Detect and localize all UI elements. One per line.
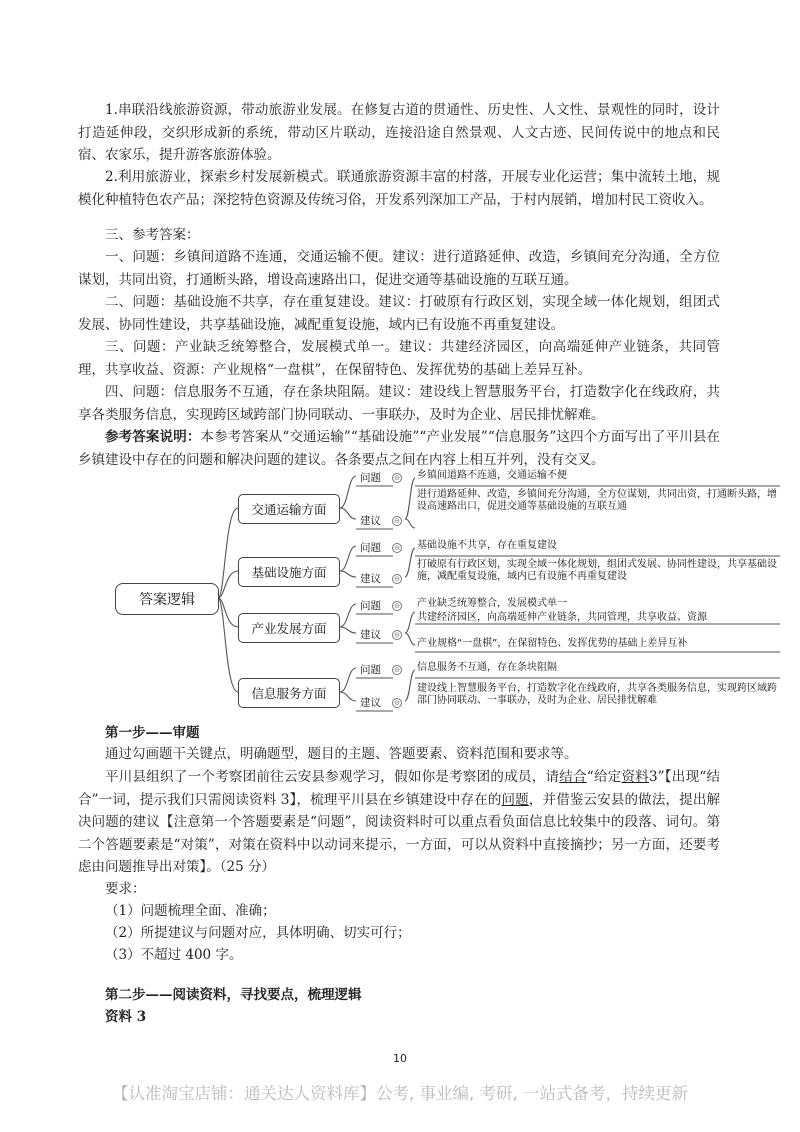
- answer-point-2: 二、问题：基础设施不共享，存在重复建设。建议：打破原有行政区划，实现全域一体化规划，组团式发展、协同性建设，共享基础设施，减配重复设施，域内已有设施不再重复建设。: [78, 294, 720, 333]
- question-underline-material: 资料: [621, 769, 650, 785]
- collapse-icon[interactable]: ⊖: [392, 543, 402, 553]
- leaf-suggest-2: 打破原有行政区划，实现全域一体化规划，组团式发展、协同性建设，共享基础设施，减配重复设施，域内已有设施不再重复建设: [417, 559, 777, 582]
- section-heading-answers: 三、参考答案：: [105, 227, 200, 243]
- requirement-2: （2）所提建议与问题对应，具体明确、切实可行；: [105, 925, 411, 941]
- leaf-problem-3: 产业缺乏统筹整合，发展模式单一: [417, 598, 567, 609]
- requirement-1: （1）问题梳理全面、准确；: [105, 903, 276, 919]
- answer-point-3: 三、问题：产业缺乏统筹整合，发展模式单一。建议：共建经济园区，向高端延伸产业链条，共同管理，共享收益、资源：产业规格“一盘棋”，在保留特色、发挥优势的基础上差异互补。: [78, 339, 720, 378]
- question-text-a: 平川县组织了一个考察团前往云安县参观学习，假如你是考察团的成员，请: [105, 769, 560, 785]
- answer-note-text: 本参考答案从“交通运输”“基础设施”“产业发展”“信息服务”这四个方面写出了平川县在乡镇建设中存在的问题和解决问题的建议。各条要点之间在内容上相互并列，没有交叉。: [78, 429, 721, 468]
- question-underline-problem: 问题: [501, 791, 529, 808]
- page-number: 10: [393, 1052, 407, 1065]
- question-text-c: 3”【出现“结合”一词，提示我们只需阅读资料 3】，梳理平川县在乡镇建设中存在的: [78, 769, 720, 808]
- leaf-suggest-4: 建设线上智慧服务平台，打造数字化在线政府，共享各类服务信息，实现跨区域跨部门协同联动、一事联办，及时为企业、居民排忧解难: [417, 683, 777, 706]
- branch-info-service: 信息服务方面: [238, 678, 340, 708]
- connector-root-transport: [218, 508, 238, 598]
- connector-root-infra: [218, 571, 238, 598]
- material-label: 资料 3: [105, 1009, 147, 1025]
- tag-problem-2: 问题: [360, 542, 381, 554]
- tag-problem-1: 问题: [360, 472, 381, 484]
- step1-question: [78, 766, 720, 879]
- question-text-b: “给定: [586, 769, 622, 785]
- leaf-suggest-1: 进行道路延伸、改造，乡镇间充分沟通，全方位谋划，共同出资，打通断头路，增设高速路出口，促进交通等基础设施的互联互通: [417, 489, 777, 512]
- leaf-suggest-3b: 产业规格“一盘棋”，在保留特色、发挥优势的基础上差异互补: [417, 638, 688, 649]
- leaf-problem-4: 信息服务不互通，存在条块阻隔: [417, 662, 557, 673]
- tag-suggest-4: 建议: [360, 697, 381, 709]
- step1-title: 第一步——审题: [105, 725, 200, 741]
- step2-title: 第二步——阅读资料，寻找要点，梳理逻辑: [105, 987, 362, 1003]
- collapse-icon[interactable]: ⊖: [392, 473, 402, 483]
- tag-suggest-1: 建议: [360, 515, 381, 527]
- tag-problem-3: 问题: [360, 600, 381, 612]
- tag-problem-4: 问题: [360, 664, 381, 676]
- tag-suggest-2: 建议: [360, 573, 381, 585]
- collapse-icon[interactable]: ⊖: [392, 698, 402, 708]
- connector-root-industry: [218, 598, 238, 627]
- collapse-icon[interactable]: ⊖: [392, 665, 402, 675]
- question-underline-combine: 结合: [559, 769, 587, 785]
- leaf-problem-1: 乡镇间道路不连通，交通运输不便: [417, 470, 567, 481]
- connector-root-info: [218, 598, 238, 692]
- branch-industry: 产业发展方面: [238, 613, 340, 643]
- leaf-problem-2: 基础设施不共享，存在重复建设: [417, 540, 557, 551]
- branch-infrastructure: 基础设施方面: [238, 557, 340, 587]
- paragraph-2: 2.利用旅游业，探索乡村发展新模式。联通旅游资源丰富的村落，开展专业化运营；集中流转土地，规模化种植特色农产品；深挖特色资源及传统习俗，开发系列深加工产品，于村内展销，增加村民工资收入。: [78, 169, 720, 208]
- branch-transport: 交通运输方面: [238, 494, 340, 524]
- requirements-title: 要求：: [105, 881, 146, 897]
- collapse-icon[interactable]: ⊖: [392, 516, 402, 526]
- leaf-suggest-3a: 共建经济园区，向高端延伸产业链条，共同管理，共享收益、资源: [417, 612, 707, 623]
- paragraph-1: 1.串联沿线旅游资源，带动旅游业发展。在修复古道的贯通性、历史性、人文性、景观性的同时，设计打造延伸段，交织形成新的系统，带动区片联动，连接沿途自然景观、人文古迹、民间传说中的地点和民宿、农家乐，提升游客旅游体验。: [78, 102, 720, 163]
- mindmap-root: 答案逻辑: [115, 583, 219, 615]
- collapse-icon[interactable]: ⊖: [392, 630, 402, 640]
- requirement-3: （3）不超过 400 字。: [105, 947, 243, 963]
- step1-intro: 通过勾画题干关键点，明确题型，题目的主题、答题要素、资料范围和要求等。: [105, 746, 578, 762]
- collapse-icon[interactable]: ⊖: [392, 601, 402, 611]
- footer-watermark: 【认准淘宝店铺：通关达人资料库】公考, 事业编, 考研, 一站式备考，持续更新: [112, 1084, 688, 1103]
- answer-point-4: 四、问题：信息服务不互通，存在条块阻隔。建议：建设线上智慧服务平台，打造数字化在线政府，共享各类服务信息，实现跨区域跨部门协同联动、一事联办，及时为企业、居民排忧解难。: [78, 384, 720, 423]
- answer-point-1: 一、问题：乡镇间道路不连通，交通运输不便。建议：进行道路延伸、改造，乡镇间充分沟通，全方位谋划，共同出资，打通断头路，增设高速路出口，促进交通等基础设施的互联互通。: [78, 249, 720, 288]
- collapse-icon[interactable]: ⊖: [392, 574, 402, 584]
- tag-suggest-3: 建议: [360, 629, 381, 641]
- answer-note-label: 参考答案说明：: [105, 429, 201, 445]
- question-text-d: ，并借鉴云安县的做法，提出解决问题的建议【注意第一个答题要素是“问题”，阅读资料时可以重点看负面信息比较集中的段落、词句。第二个答题要素是“对策”，对策在资料中以动词来提示，一方面，可以从资料中直接摘抄；另一方面，还要考虑由问题推导出对策】。（25 分）: [78, 791, 721, 875]
